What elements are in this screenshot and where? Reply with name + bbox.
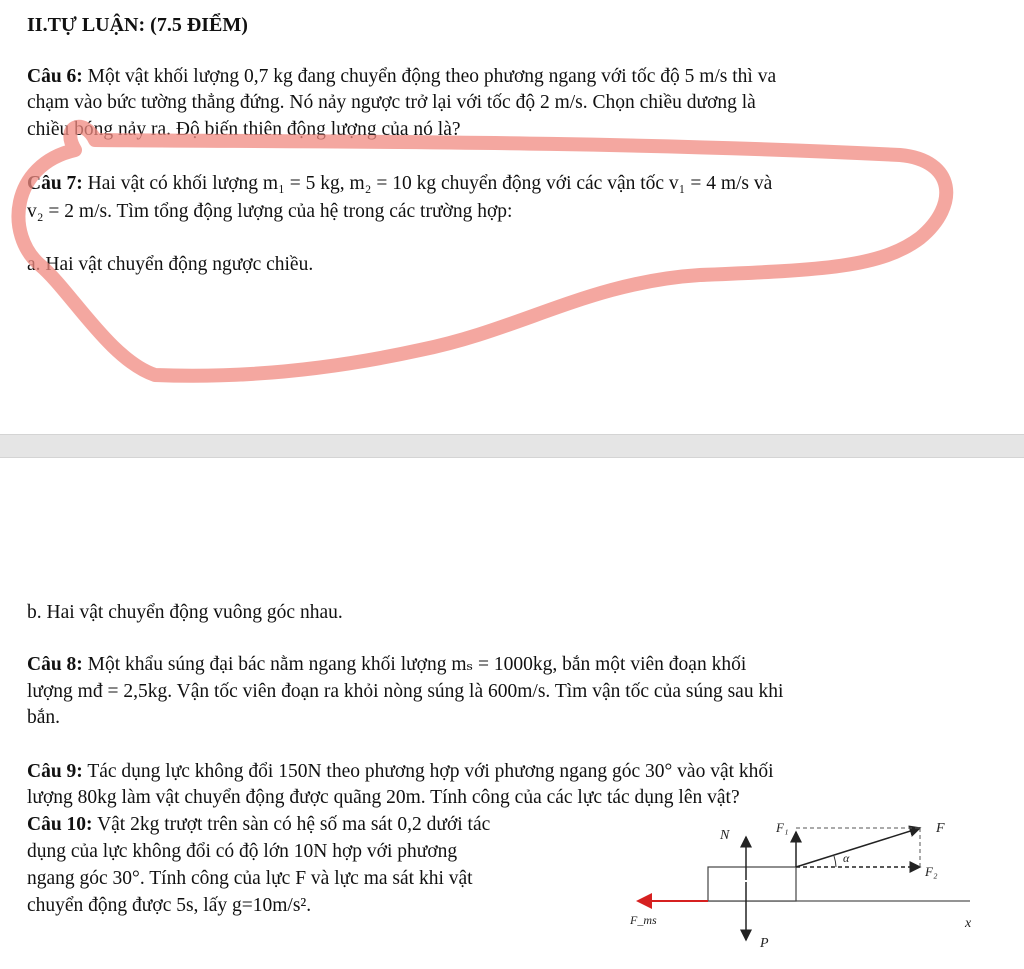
label-F2: F₂ bbox=[925, 864, 938, 879]
q6-label: Câu 6: bbox=[27, 66, 83, 87]
q10-text-1: Vật 2kg trượt trên sàn có hệ số ma sát 0,2 dưới tác bbox=[92, 814, 491, 835]
q8-label: Câu 8: bbox=[27, 654, 83, 675]
q10-label: Câu 10: bbox=[27, 814, 93, 835]
q7-line-2: v₂ = 2 m/s. Tìm tổng động lượng của hệ trong các trường hợp: bbox=[27, 201, 513, 222]
q7-text-1: Hai vật có khối lượng m₁ = 5 kg, m₂ = 10 kg chuyển động với các vận tốc v₁ = 4 m/s và bbox=[82, 173, 773, 194]
label-Fms: F_ms bbox=[630, 913, 657, 927]
section-heading: II.TỰ LUẬN: (7.5 ĐIỂM) bbox=[27, 14, 248, 36]
q6-text-1: Một vật khối lượng 0,7 kg đang chuyển động theo phương ngang với tốc độ 5 m/s thì va bbox=[82, 66, 777, 87]
label-P: P bbox=[760, 936, 769, 951]
block-body bbox=[708, 867, 796, 901]
q7-part-a: a. Hai vật chuyển động ngược chiều. bbox=[27, 254, 314, 275]
label-F1: F₁ bbox=[776, 820, 789, 835]
q7-part-b: b. Hai vật chuyển động vuông góc nhau. bbox=[27, 602, 343, 623]
q8-line-1 bbox=[27, 653, 746, 677]
label-alpha: α bbox=[843, 851, 850, 865]
label-N: N bbox=[720, 828, 730, 843]
q8-text-1: Một khẩu súng đại bác nằm ngang khối lượng mₛ = 1000kg, bắn một viên đoạn khối bbox=[82, 654, 747, 675]
q10-line-3: ngang góc 30°. Tính công của lực F và lực ma sát khi vật bbox=[27, 868, 473, 889]
f-arrow bbox=[796, 828, 920, 867]
q9-line-2: lượng 80kg làm vật chuyển động được quãng 20m. Tính công của các lực tác dụng lên vật? bbox=[27, 787, 740, 808]
q10-line-2: dụng của lực không đổi có độ lớn 10N hợp với phương bbox=[27, 841, 458, 862]
q7-line-1 bbox=[27, 172, 772, 196]
force-diagram bbox=[600, 812, 1000, 962]
q9-label: Câu 9: bbox=[27, 761, 83, 782]
q6-line-2: chạm vào bức tường thẳng đứng. Nó nảy ngược trở lại với tốc độ 2 m/s. Chọn chiều dương là bbox=[27, 92, 756, 113]
q9-text-1: Tác dụng lực không đổi 150N theo phương hợp với phương ngang góc 30° vào vật khối bbox=[82, 761, 774, 782]
label-x: x bbox=[965, 916, 972, 931]
q10-line-4: chuyển động được 5s, lấy g=10m/s². bbox=[27, 895, 312, 916]
q7-label: Câu 7: bbox=[27, 173, 83, 194]
q6-line-1 bbox=[27, 65, 776, 89]
alpha-arc bbox=[834, 856, 836, 867]
label-F: F bbox=[936, 821, 945, 836]
page-gap-divider bbox=[0, 434, 1024, 458]
q10-line-1 bbox=[27, 813, 490, 837]
q8-line-2: lượng mđ = 2,5kg. Vận tốc viên đoạn ra khỏi nòng súng là 600m/s. Tìm vận tốc của súng sau khi bbox=[27, 681, 784, 702]
q9-line-1 bbox=[27, 760, 774, 784]
q8-line-3: bắn. bbox=[27, 707, 61, 728]
q6-line-3: chiều bóng nảy ra. Độ biến thiên động lượng của nó là? bbox=[27, 119, 461, 140]
